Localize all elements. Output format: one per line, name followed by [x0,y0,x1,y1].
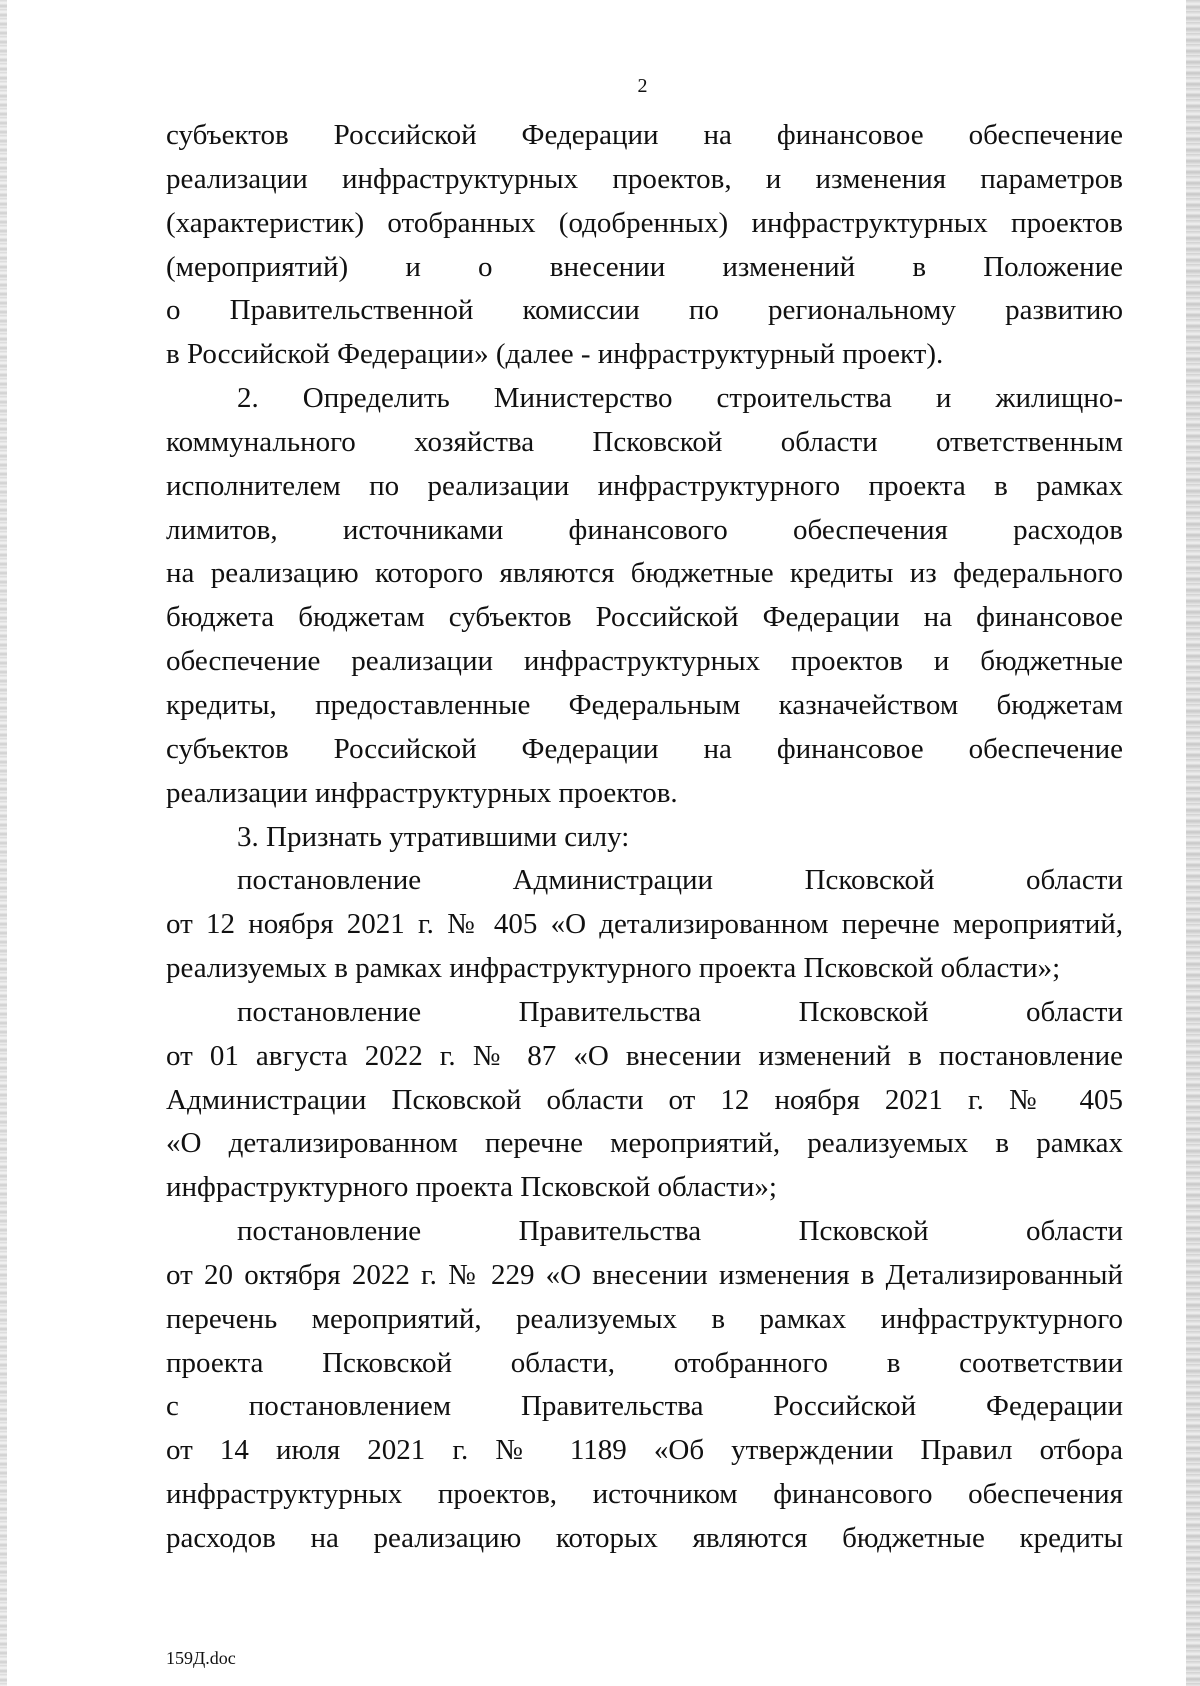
repealed-act-1-start: постановление Администрации Псковской области [237,864,1123,897]
text-line: субъектов Российской Федерации на финансовое обеспечение [166,119,1123,151]
text-line: бюджета бюджетам субъектов Российской Федерации на финансовое [166,601,1123,634]
text-line: от 12 ноября 2021 г. № 405 «О детализированном перечне мероприятий, [166,908,1123,941]
scan-edge-left [0,0,7,1686]
text-line: от 14 июля 2021 г. № 1189 «Об утверждении Правил отбора [166,1434,1123,1467]
text-line: реализации инфраструктурных проектов, и изменения параметров [166,162,1123,195]
text-line: лимитов, источниками финансового обеспечения расходов [166,513,1123,546]
text-line: (мероприятий) и о внесении изменений в Положение [166,250,1123,283]
text-line: инфраструктурных проектов, источником финансового обеспечения [166,1478,1123,1511]
text-line: исполнителем по реализации инфраструктурного проекта в рамках [166,469,1123,502]
text-line: проекта Псковской области, отобранного в соответствии [166,1346,1123,1379]
text-line: субъектов Российской Федерации на финансовое обеспечение [166,732,1123,765]
text-line: обеспечение реализации инфраструктурных проектов и бюджетные [166,645,1123,678]
text-line: перечень мероприятий, реализуемых в рамках инфраструктурного [166,1302,1123,1335]
repealed-act-2-start: постановление Правительства Псковской области [237,995,1123,1028]
text-line: реализуемых в рамках инфраструктурного проекта Псковской области»; [166,952,1061,985]
document-body [166,114,1123,1561]
footer-filename: 159Д.doc [166,1648,236,1668]
text-line: коммунального хозяйства Псковской области ответственным [166,425,1123,458]
paragraph-3-heading: 3. Признать утратившими силу: [237,820,630,853]
text-line: с постановлением Правительства Российской Федерации [166,1390,1123,1423]
repealed-act-3-start: постановление Правительства Псковской области [237,1215,1123,1248]
text-line: Администрации Псковской области от 12 ноября 2021 г. № 405 [166,1083,1123,1116]
page-number: 2 [637,75,648,97]
text-line: в Российской Федерации» (далее - инфраструктурный проект). [166,338,944,371]
text-line: от 20 октября 2022 г. № 229 «О внесении изменения в Детализированный [166,1258,1123,1291]
text-line: от 01 августа 2022 г. № 87 «О внесении изменений в постановление [166,1039,1123,1072]
text-line: инфраструктурного проекта Псковской области»; [166,1171,777,1204]
text-line: о Правительственной комиссии по региональному развитию [166,294,1123,327]
text-line: расходов на реализацию которых являются бюджетные кредиты [166,1522,1123,1554]
paragraph-2-start: 2. Определить Министерство строительства и жилищно- [237,382,1123,415]
text-line: «О детализированном перечне мероприятий, реализуемых в рамках [166,1127,1123,1160]
text-line: на реализацию которого являются бюджетные кредиты из федерального [166,557,1123,590]
scan-edge-right [1186,0,1200,1686]
text-line: реализации инфраструктурных проектов. [166,776,678,809]
text-line: кредиты, предоставленные Федеральным казначейством бюджетам [166,688,1123,721]
text-line: (характеристик) отобранных (одобренных) инфраструктурных проектов [166,206,1123,239]
